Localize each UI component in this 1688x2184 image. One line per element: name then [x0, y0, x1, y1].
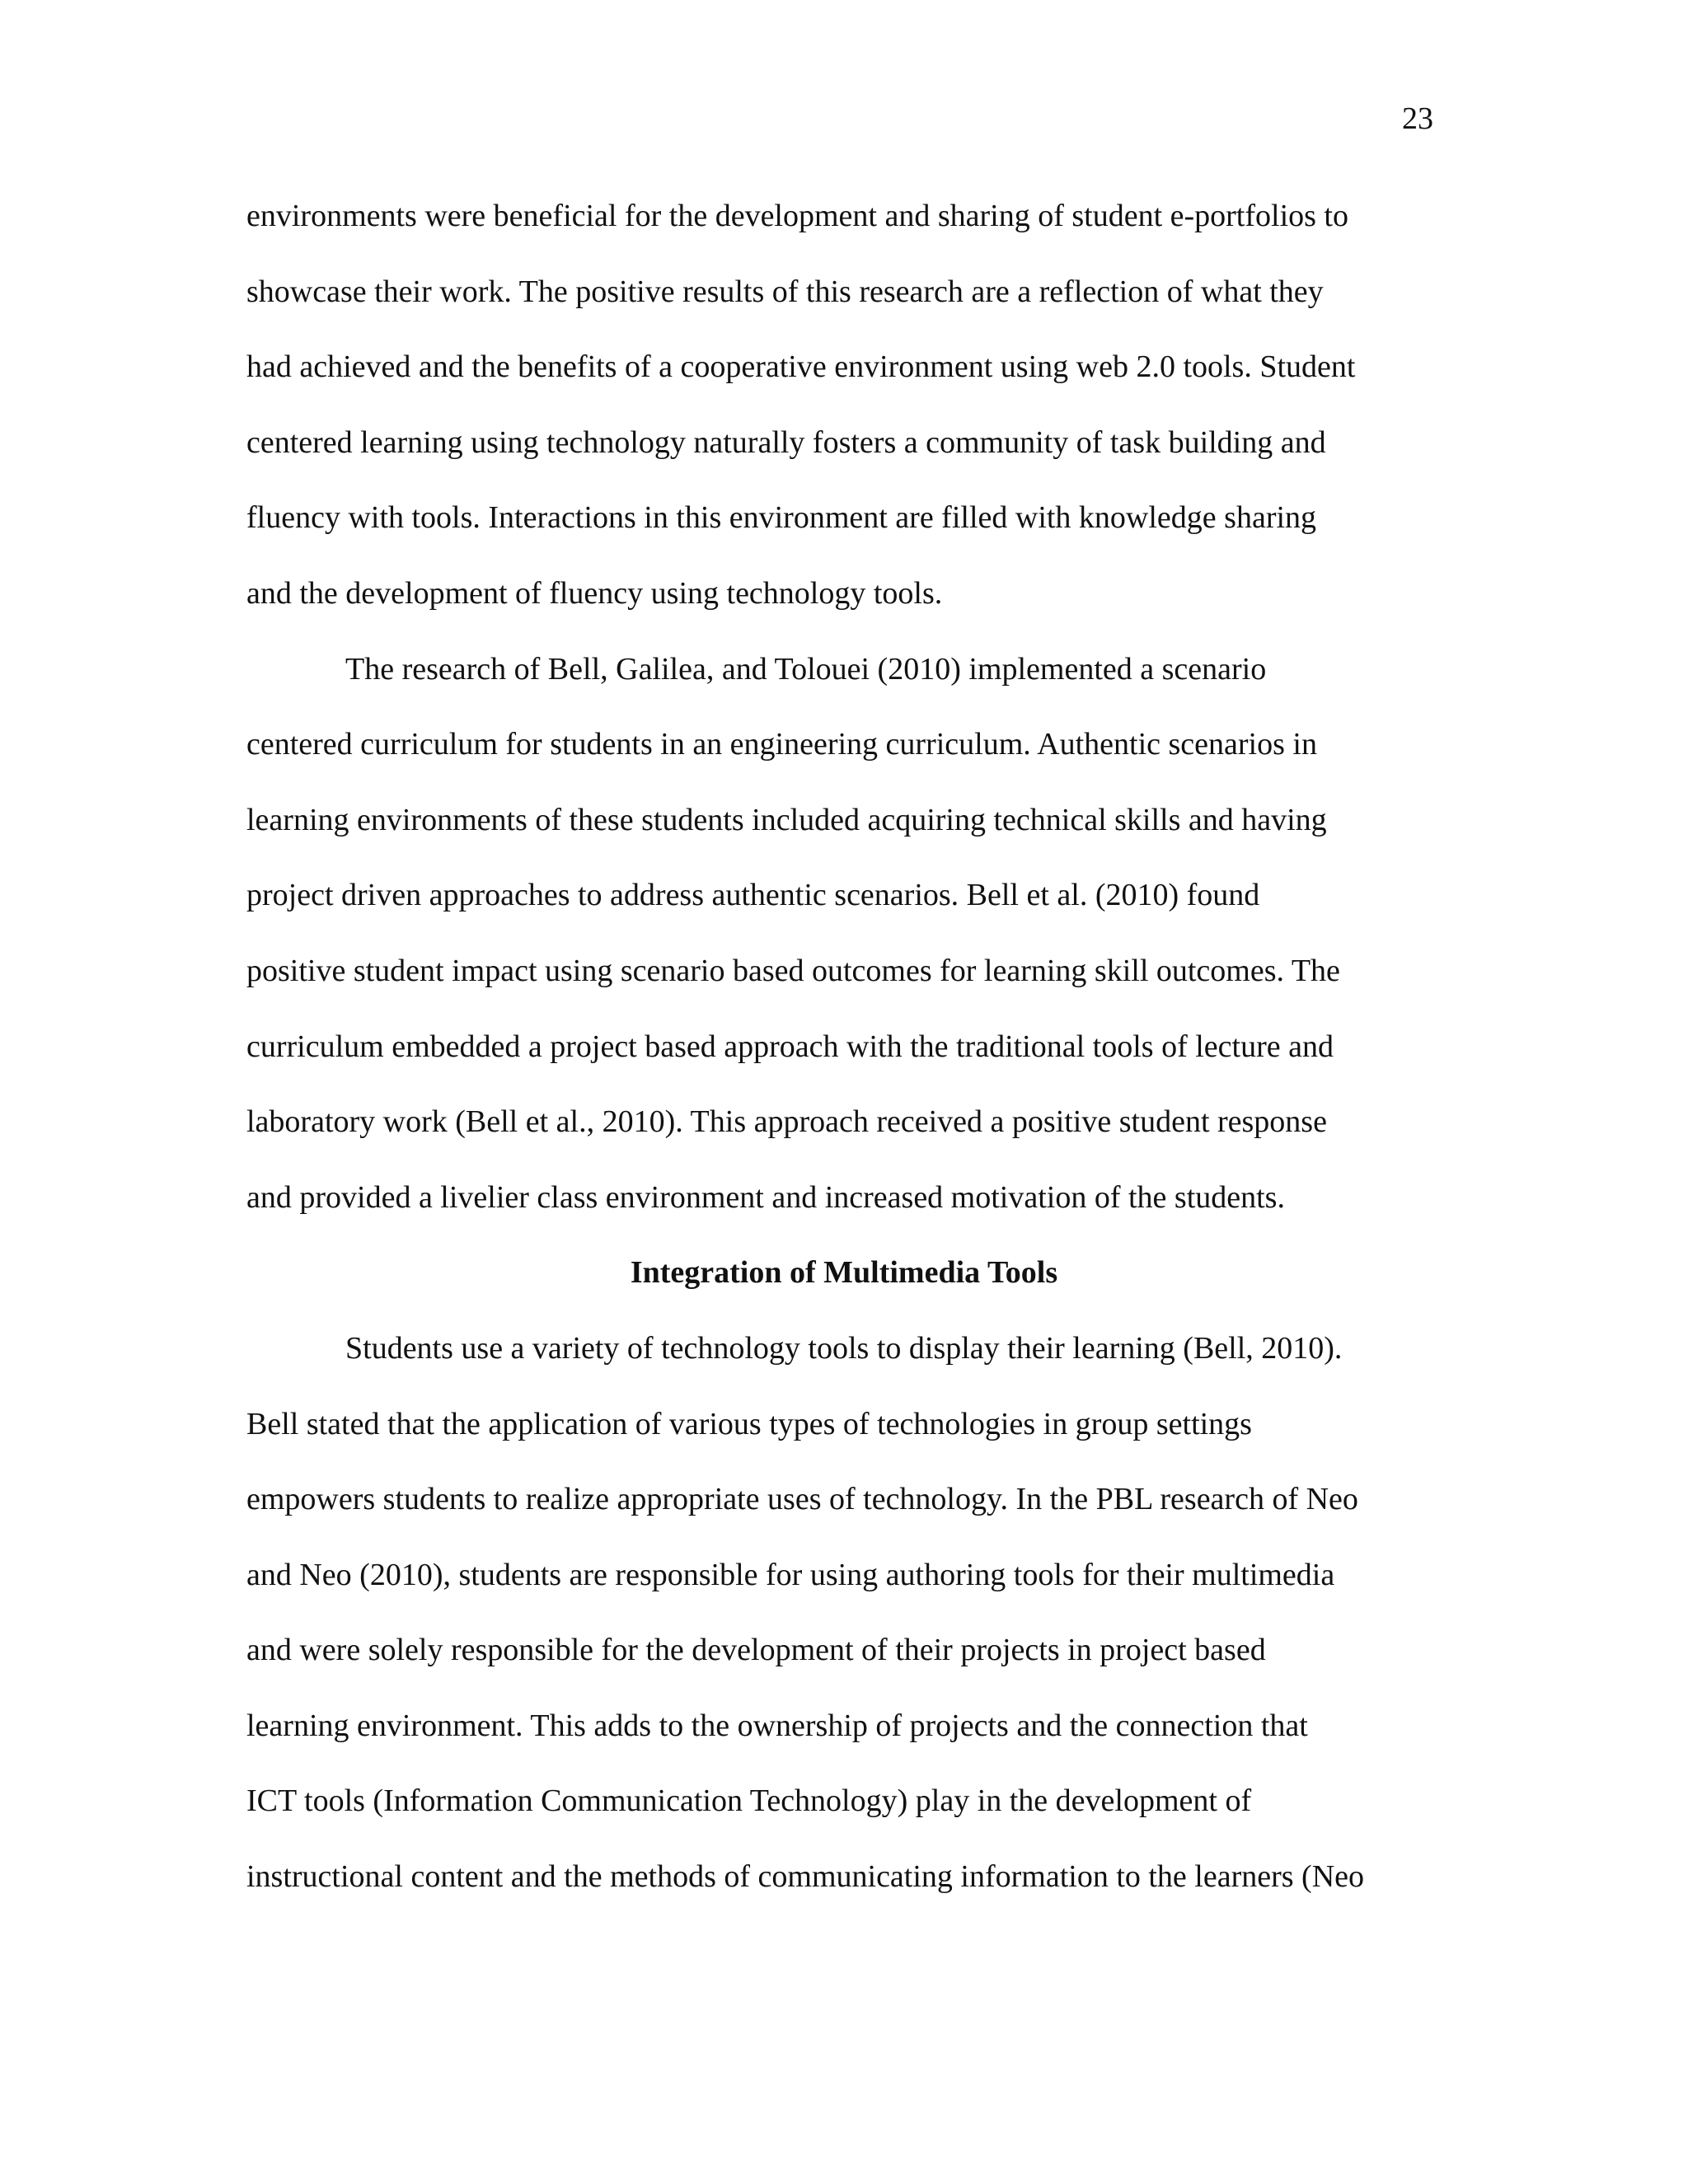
text-line: showcase their work. The positive results of this research are a reflection of what they [246, 274, 1324, 309]
text-line: and Neo (2010), students are responsible for using authoring tools for their multimedia [246, 1557, 1335, 1592]
paragraph-multimedia-tools [246, 1327, 1442, 1931]
body-text [246, 194, 1442, 1931]
text-line: learning environment. This adds to the ownership of projects and the connection that [246, 1708, 1308, 1743]
section-heading: Integration of Multimedia Tools [630, 1255, 1058, 1291]
text-line: project driven approaches to address authentic scenarios. Bell et al. (2010) found [246, 878, 1260, 913]
text-line: laboratory work (Bell et al., 2010). This approach received a positive student response [246, 1104, 1327, 1140]
text-line: instructional content and the methods of communicating information to the learners (Neo [246, 1859, 1365, 1895]
text-line: empowers students to realize appropriate uses of technology. In the PBL research of Neo [246, 1482, 1358, 1517]
text-line: positive student impact using scenario based outcomes for learning skill outcomes. The [246, 953, 1340, 988]
text-line: fluency with tools. Interactions in this environment are filled with knowledge sharing [246, 500, 1317, 536]
text-line: environments were beneficial for the development and sharing of student e-portfolios to [246, 199, 1348, 233]
text-line: Bell stated that the application of various types of technologies in group settings [246, 1406, 1252, 1441]
text-line: and the development of fluency using technology tools. [246, 575, 943, 611]
text-line: and provided a livelier class environment and increased motivation of the students. [246, 1179, 1285, 1215]
text-line: The research of Bell, Galilea, and Tolouei (2010) implemented a scenario [345, 651, 1267, 687]
text-line: had achieved and the benefits of a cooperative environment using web 2.0 tools. Student [246, 349, 1356, 385]
page-number: 23 [1402, 101, 1433, 136]
text-line: and were solely responsible for the development of their projects in project based [246, 1633, 1266, 1668]
paragraph-bell-galilea-tolouei [246, 648, 1442, 1252]
section-multimedia-tools [246, 1251, 1442, 1327]
text-line: learning environments of these students included acquiring technical skills and having [246, 802, 1327, 837]
text-line: ICT tools (Information Communication Technology) play in the development of [246, 1783, 1252, 1819]
paragraph-continued [246, 194, 1442, 648]
text-line: centered curriculum for students in an engineering curriculum. Authentic scenarios in [246, 727, 1317, 762]
text-line: curriculum embedded a project based approach with the traditional tools of lecture and [246, 1029, 1334, 1064]
text-line: Students use a variety of technology tools to display their learning (Bell, 2010). [345, 1330, 1343, 1366]
text-line: centered learning using technology naturally fosters a community of task building and [246, 424, 1326, 460]
